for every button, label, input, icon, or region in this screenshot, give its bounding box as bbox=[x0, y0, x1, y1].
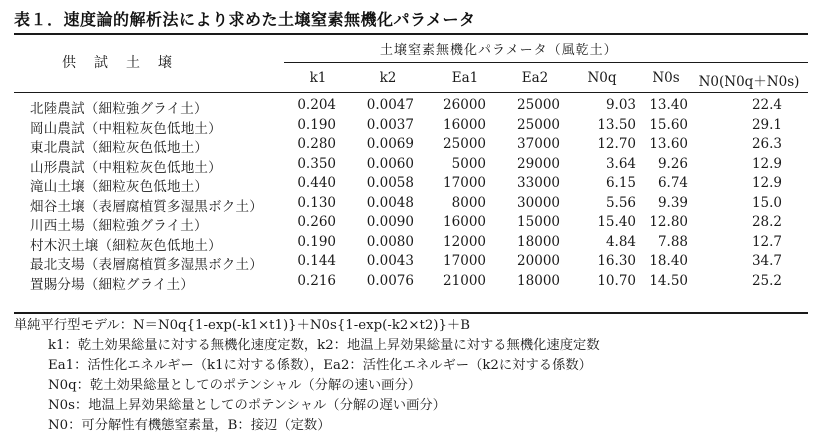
k1-cell: 0.130 bbox=[297, 194, 336, 211]
n0-cell: 26.3 bbox=[751, 136, 782, 152]
ea2-cell: 37000 bbox=[517, 136, 560, 152]
table-row bbox=[0, 174, 822, 194]
k1-cell: 0.350 bbox=[297, 155, 336, 172]
ea2-cell: 18000 bbox=[517, 272, 560, 289]
ea2-cell: 33000 bbox=[517, 175, 560, 191]
column-header-ea2: Ea2 bbox=[521, 70, 549, 86]
k1-cell: 0.190 bbox=[297, 116, 336, 133]
k1-cell: 0.144 bbox=[297, 253, 336, 269]
soil-cell: 東北農試（細粒灰色低地土） bbox=[30, 140, 209, 156]
rate-constant-note: k1：乾土効果総量に対する無機化速度定数，k2：地温上昇効果総量に対する無機化速度定数 bbox=[48, 338, 600, 353]
group-header-rule bbox=[284, 62, 808, 63]
table-row bbox=[0, 116, 822, 136]
table-row bbox=[0, 194, 822, 214]
k2-cell: 0.0080 bbox=[366, 233, 414, 250]
n0s-note: N0s：地温上昇効果総量としてのポテンシャル（分解の遅い画分） bbox=[48, 398, 446, 413]
table-row bbox=[0, 96, 822, 116]
n0q-cell: 10.70 bbox=[597, 272, 636, 289]
k2-cell: 0.0058 bbox=[366, 175, 414, 191]
k1-cell: 0.204 bbox=[297, 97, 336, 113]
ea2-cell: 15000 bbox=[517, 214, 560, 230]
soil-cell: 置賜分場（細粒グライ土） bbox=[30, 276, 194, 293]
soil-cell: 滝山土壌（細粒灰色低地土） bbox=[30, 179, 209, 195]
k2-cell: 0.0037 bbox=[366, 116, 414, 133]
n0q-cell: 16.30 bbox=[597, 253, 636, 269]
n0s-cell: 13.40 bbox=[649, 97, 688, 113]
soil-cell: 村木沢土壌（細粒灰色低地土） bbox=[30, 237, 222, 254]
ea1-cell: 21000 bbox=[443, 272, 486, 289]
k1-cell: 0.280 bbox=[297, 136, 336, 152]
parameter-group-header: 土壌窒素無機化パラメータ（風乾土） bbox=[380, 43, 618, 58]
n0-cell: 12.9 bbox=[751, 175, 782, 191]
n0q-cell: 12.70 bbox=[597, 136, 636, 152]
n0q-cell: 4.84 bbox=[605, 233, 636, 250]
ea1-cell: 26000 bbox=[443, 97, 486, 113]
ea1-cell: 16000 bbox=[443, 214, 486, 230]
n0-cell: 25.2 bbox=[751, 272, 782, 289]
table-notes bbox=[14, 316, 600, 436]
k1-cell: 0.440 bbox=[297, 175, 336, 191]
table-row bbox=[0, 135, 822, 155]
column-header-k2: k2 bbox=[379, 70, 397, 86]
ea1-cell: 17000 bbox=[443, 175, 486, 191]
table-title: 表１．速度論的解析法により求めた土壌窒素無機化パラメータ bbox=[14, 10, 476, 29]
n0-cell: 34.7 bbox=[751, 253, 782, 269]
model-equation-note: 単純平行型モデル：N＝N0q{1-exp(-k1×t1)}＋N0s{1-exp(-k2×t2)}＋B bbox=[14, 318, 470, 333]
ea2-cell: 25000 bbox=[517, 97, 560, 113]
ea2-cell: 30000 bbox=[517, 194, 560, 211]
ea2-cell: 25000 bbox=[517, 116, 560, 133]
ea2-cell: 18000 bbox=[517, 233, 560, 250]
n0s-cell: 6.74 bbox=[657, 175, 688, 191]
n0s-cell: 18.40 bbox=[649, 253, 688, 269]
n0q-cell: 15.40 bbox=[597, 214, 636, 230]
k2-cell: 0.0090 bbox=[366, 214, 414, 230]
ea1-cell: 16000 bbox=[443, 116, 486, 133]
column-header-n0-total: N0(N0q＋N0s) bbox=[698, 74, 800, 90]
k2-cell: 0.0069 bbox=[366, 136, 414, 152]
k1-cell: 0.260 bbox=[297, 214, 336, 230]
column-header-ea1: Ea1 bbox=[451, 70, 479, 86]
ea1-cell: 8000 bbox=[451, 194, 486, 211]
soil-cell: 畑谷土壌（表層腐植質多湿黒ボク土） bbox=[30, 198, 263, 215]
column-header-k1: k1 bbox=[309, 70, 327, 86]
n0q-cell: 9.03 bbox=[605, 97, 636, 113]
column-header-n0q: N0q bbox=[587, 70, 617, 86]
table-bottom-rule bbox=[14, 312, 808, 314]
soil-cell: 川西土場（細粒強グライ土） bbox=[30, 218, 208, 234]
soil-cell: 岡山農試（中粗粒灰色低地土） bbox=[30, 120, 222, 137]
ea2-cell: 29000 bbox=[517, 155, 560, 172]
k1-cell: 0.190 bbox=[297, 233, 336, 250]
n0-cell: 29.1 bbox=[751, 116, 782, 133]
k2-cell: 0.0047 bbox=[366, 97, 414, 113]
n0s-cell: 14.50 bbox=[649, 272, 688, 289]
table-row bbox=[0, 213, 822, 233]
ea2-cell: 20000 bbox=[517, 253, 560, 269]
table-row bbox=[0, 233, 822, 253]
k2-cell: 0.0076 bbox=[366, 272, 414, 289]
activation-energy-note: Ea1：活性化エネルギー（k1に対する係数），Ea2：活性化エネルギー（k2に対する係数） bbox=[48, 358, 592, 373]
n0s-cell: 13.60 bbox=[649, 136, 688, 152]
k2-cell: 0.0048 bbox=[366, 194, 414, 211]
ea1-cell: 12000 bbox=[443, 233, 486, 250]
table-row bbox=[0, 155, 822, 175]
n0-cell: 15.0 bbox=[751, 194, 782, 211]
table-row bbox=[0, 272, 822, 292]
ea1-cell: 17000 bbox=[443, 253, 486, 269]
n0-cell: 12.9 bbox=[751, 155, 782, 172]
n0-cell: 28.2 bbox=[751, 214, 782, 230]
n0s-cell: 12.80 bbox=[649, 214, 688, 230]
n0q-cell: 13.50 bbox=[597, 116, 636, 133]
table-row bbox=[0, 252, 822, 272]
header-bottom-rule bbox=[14, 92, 808, 93]
column-header-n0s: N0s bbox=[652, 70, 680, 86]
k2-cell: 0.0060 bbox=[366, 155, 414, 172]
ea1-cell: 25000 bbox=[443, 136, 486, 152]
n0-cell: 22.4 bbox=[751, 97, 782, 113]
n0-note: N0：可分解性有機態窒素量，B：接辺（定数） bbox=[48, 418, 331, 433]
soil-cell: 山形農試（中粗粒灰色低地土） bbox=[30, 159, 222, 176]
k2-cell: 0.0043 bbox=[366, 253, 414, 269]
table-body bbox=[0, 96, 822, 291]
n0q-cell: 6.15 bbox=[605, 175, 636, 191]
soil-cell: 最北支場（表層腐植質多湿黒ボク土） bbox=[30, 257, 263, 273]
ea1-cell: 5000 bbox=[451, 155, 486, 172]
soil-column-header: 供試土壌 bbox=[62, 55, 190, 71]
n0s-cell: 7.88 bbox=[657, 233, 688, 250]
table-top-rule bbox=[14, 33, 808, 35]
n0q-cell: 3.64 bbox=[605, 155, 636, 172]
n0s-cell: 9.26 bbox=[657, 155, 688, 172]
n0-cell: 12.7 bbox=[751, 233, 782, 250]
soil-cell: 北陸農試（細粒強グライ土） bbox=[30, 101, 208, 117]
n0q-cell: 5.56 bbox=[605, 194, 636, 211]
n0s-cell: 15.60 bbox=[649, 116, 688, 133]
n0q-note: N0q：乾土効果総量としてのポテンシャル（分解の速い画分） bbox=[48, 378, 422, 393]
n0s-cell: 9.39 bbox=[657, 194, 688, 211]
k1-cell: 0.216 bbox=[297, 272, 336, 289]
